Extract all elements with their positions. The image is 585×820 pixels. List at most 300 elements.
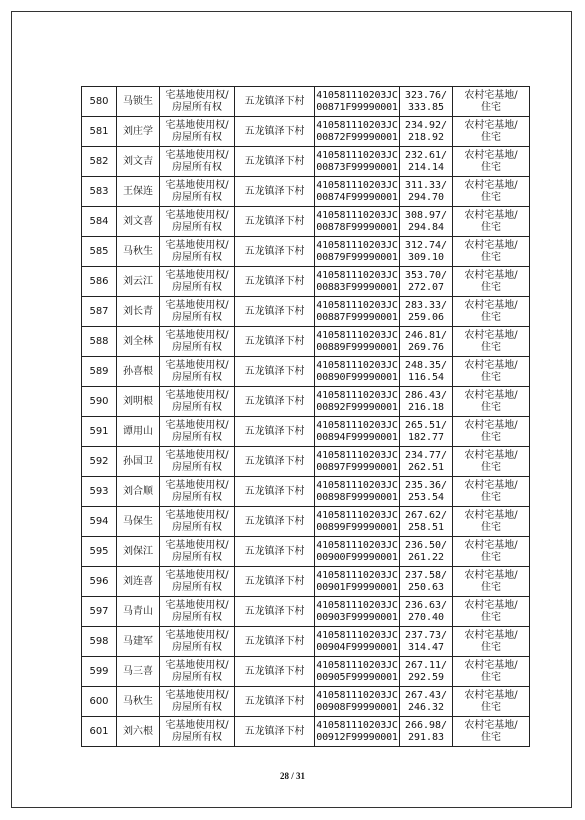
- table-row: [82, 207, 530, 237]
- land-use-cell-line: 农村宅基地/: [464, 479, 518, 491]
- unit-code-cell: [315, 717, 400, 747]
- area-cell: [400, 627, 453, 657]
- page-number: 28 / 31: [279, 771, 305, 781]
- location-cell: 五龙镇泽下村: [235, 717, 315, 747]
- land-use-cell-line: 农村宅基地/: [464, 179, 518, 191]
- unit-code-cell: [315, 417, 400, 447]
- unit-code-cell: [315, 237, 400, 267]
- right-type-cell-line: 房屋所有权: [172, 611, 222, 623]
- land-use-cell-line: 住宅: [481, 701, 501, 713]
- land-use-cell: [453, 387, 530, 417]
- unit-code-cell: [315, 177, 400, 207]
- area-cell-line: 294.84: [407, 221, 445, 233]
- location-cell: 五龙镇泽下村: [235, 177, 315, 207]
- land-use-cell-line: 农村宅基地/: [464, 599, 518, 611]
- land-use-cell-line: 住宅: [481, 371, 501, 383]
- land-use-cell: [453, 507, 530, 537]
- land-use-cell-line: 农村宅基地/: [464, 629, 518, 641]
- location-cell: 五龙镇泽下村: [235, 627, 315, 657]
- unit-code-cell-line: 00905F99990001: [316, 671, 398, 683]
- land-use-cell: [453, 327, 530, 357]
- right-type-cell-line: 房屋所有权: [172, 401, 222, 413]
- land-use-cell-line: 农村宅基地/: [464, 269, 518, 281]
- owner-name-cell: 刘明根: [117, 387, 160, 417]
- land-use-cell-line: 住宅: [481, 551, 501, 563]
- area-cell-line: 246.32: [407, 701, 445, 713]
- unit-code-cell: [315, 507, 400, 537]
- table-row: [82, 447, 530, 477]
- unit-code-cell-line: 00878F99990001: [316, 221, 398, 233]
- area-cell-line: 308.97/: [404, 209, 448, 221]
- land-use-cell-line: 住宅: [481, 191, 501, 203]
- table-row: [82, 387, 530, 417]
- land-use-cell-line: 农村宅基地/: [464, 239, 518, 251]
- row-number-cell: 584: [82, 207, 117, 237]
- land-use-cell-line: 农村宅基地/: [464, 719, 518, 731]
- unit-code-cell-line: 410581110203JC: [316, 599, 398, 611]
- land-use-cell-line: 住宅: [481, 581, 501, 593]
- right-type-cell: [160, 507, 235, 537]
- right-type-cell-line: 宅基地使用权/: [165, 449, 229, 461]
- table-row: [82, 537, 530, 567]
- area-cell-line: 237.58/: [404, 569, 448, 581]
- right-type-cell: [160, 177, 235, 207]
- right-type-cell-line: 房屋所有权: [172, 701, 222, 713]
- area-cell-line: 250.63: [407, 581, 445, 593]
- owner-name-cell: 马保生: [117, 507, 160, 537]
- unit-code-cell: [315, 267, 400, 297]
- table-row: [82, 567, 530, 597]
- right-type-cell-line: 房屋所有权: [172, 311, 222, 323]
- area-cell-line: 333.85: [407, 101, 445, 113]
- right-type-cell-line: 房屋所有权: [172, 671, 222, 683]
- unit-code-cell-line: 00879F99990001: [316, 251, 398, 263]
- right-type-cell-line: 宅基地使用权/: [165, 359, 229, 371]
- right-type-cell-line: 房屋所有权: [172, 281, 222, 293]
- owner-name-cell: 刘文吉: [117, 147, 160, 177]
- land-use-cell: [453, 477, 530, 507]
- owner-name-cell: 马三喜: [117, 657, 160, 687]
- table-row: [82, 657, 530, 687]
- land-use-cell: [453, 207, 530, 237]
- location-cell: 五龙镇泽下村: [235, 207, 315, 237]
- area-cell: [400, 327, 453, 357]
- land-use-cell-line: 住宅: [481, 461, 501, 473]
- area-cell-line: 234.92/: [404, 119, 448, 131]
- right-type-cell: [160, 357, 235, 387]
- land-use-cell-line: 农村宅基地/: [464, 569, 518, 581]
- right-type-cell-line: 宅基地使用权/: [165, 329, 229, 341]
- land-use-cell: [453, 537, 530, 567]
- location-cell: 五龙镇泽下村: [235, 117, 315, 147]
- location-cell: 五龙镇泽下村: [235, 387, 315, 417]
- unit-code-cell-line: 00889F99990001: [316, 341, 398, 353]
- right-type-cell-line: 宅基地使用权/: [165, 719, 229, 731]
- right-type-cell: [160, 687, 235, 717]
- area-cell-line: 182.77: [407, 431, 445, 443]
- land-use-cell: [453, 87, 530, 117]
- area-cell-line: 232.61/: [404, 149, 448, 161]
- right-type-cell-line: 房屋所有权: [172, 101, 222, 113]
- unit-code-cell-line: 410581110203JC: [316, 329, 398, 341]
- owner-name-cell: 刘云江: [117, 267, 160, 297]
- area-cell-line: 312.74/: [404, 239, 448, 251]
- row-number-cell: 596: [82, 567, 117, 597]
- row-number-cell: 600: [82, 687, 117, 717]
- right-type-cell: [160, 477, 235, 507]
- table-row: [82, 507, 530, 537]
- area-cell-line: 269.76: [407, 341, 445, 353]
- row-number-cell: 595: [82, 537, 117, 567]
- right-type-cell-line: 宅基地使用权/: [165, 659, 229, 671]
- owner-name-cell: 刘长青: [117, 297, 160, 327]
- location-cell: 五龙镇泽下村: [235, 147, 315, 177]
- right-type-cell: [160, 207, 235, 237]
- unit-code-cell-line: 410581110203JC: [316, 539, 398, 551]
- right-type-cell-line: 房屋所有权: [172, 581, 222, 593]
- row-number-cell: 586: [82, 267, 117, 297]
- area-cell-line: 234.77/: [404, 449, 448, 461]
- area-cell-line: 258.51: [407, 521, 445, 533]
- land-use-cell-line: 农村宅基地/: [464, 299, 518, 311]
- unit-code-cell-line: 00899F99990001: [316, 521, 398, 533]
- table-row: [82, 717, 530, 747]
- area-cell: [400, 387, 453, 417]
- land-use-cell-line: 住宅: [481, 131, 501, 143]
- land-use-cell: [453, 147, 530, 177]
- area-cell-line: 235.36/: [404, 479, 448, 491]
- right-type-cell: [160, 537, 235, 567]
- land-use-cell: [453, 117, 530, 147]
- right-type-cell-line: 宅基地使用权/: [165, 299, 229, 311]
- area-cell-line: 237.73/: [404, 629, 448, 641]
- right-type-cell: [160, 597, 235, 627]
- owner-name-cell: 刘保江: [117, 537, 160, 567]
- land-use-cell: [453, 237, 530, 267]
- right-type-cell-line: 宅基地使用权/: [165, 119, 229, 131]
- location-cell: 五龙镇泽下村: [235, 597, 315, 627]
- right-type-cell-line: 房屋所有权: [172, 131, 222, 143]
- right-type-cell-line: 房屋所有权: [172, 551, 222, 563]
- right-type-cell-line: 房屋所有权: [172, 731, 222, 743]
- unit-code-cell: [315, 387, 400, 417]
- land-use-cell-line: 住宅: [481, 341, 501, 353]
- location-cell: 五龙镇泽下村: [235, 477, 315, 507]
- land-use-cell-line: 农村宅基地/: [464, 419, 518, 431]
- row-number-cell: 597: [82, 597, 117, 627]
- table-row: [82, 597, 530, 627]
- right-type-cell-line: 房屋所有权: [172, 191, 222, 203]
- unit-code-cell-line: 00871F99990001: [316, 101, 398, 113]
- location-cell: 五龙镇泽下村: [235, 237, 315, 267]
- unit-code-cell: [315, 147, 400, 177]
- right-type-cell-line: 房屋所有权: [172, 641, 222, 653]
- location-cell: 五龙镇泽下村: [235, 567, 315, 597]
- unit-code-cell-line: 410581110203JC: [316, 119, 398, 131]
- unit-code-cell-line: 00890F99990001: [316, 371, 398, 383]
- unit-code-cell-line: 00908F99990001: [316, 701, 398, 713]
- area-cell-line: 311.33/: [404, 179, 448, 191]
- unit-code-cell-line: 410581110203JC: [316, 269, 398, 281]
- land-use-cell: [453, 717, 530, 747]
- unit-code-cell-line: 410581110203JC: [316, 89, 398, 101]
- location-cell: 五龙镇泽下村: [235, 537, 315, 567]
- right-type-cell-line: 房屋所有权: [172, 431, 222, 443]
- row-number-cell: 585: [82, 237, 117, 267]
- unit-code-cell-line: 00898F99990001: [316, 491, 398, 503]
- location-cell: 五龙镇泽下村: [235, 417, 315, 447]
- area-cell-line: 265.51/: [404, 419, 448, 431]
- row-number-cell: 594: [82, 507, 117, 537]
- unit-code-cell-line: 410581110203JC: [316, 389, 398, 401]
- table-row: [82, 327, 530, 357]
- land-use-cell-line: 住宅: [481, 731, 501, 743]
- land-use-cell-line: 农村宅基地/: [464, 449, 518, 461]
- land-use-cell-line: 住宅: [481, 161, 501, 173]
- table-row: [82, 477, 530, 507]
- unit-code-cell-line: 00912F99990001: [316, 731, 398, 743]
- unit-code-cell: [315, 477, 400, 507]
- unit-code-cell: [315, 117, 400, 147]
- owner-name-cell: 谭用山: [117, 417, 160, 447]
- unit-code-cell: [315, 357, 400, 387]
- right-type-cell: [160, 657, 235, 687]
- unit-code-cell: [315, 687, 400, 717]
- location-cell: 五龙镇泽下村: [235, 327, 315, 357]
- area-cell: [400, 447, 453, 477]
- unit-code-cell: [315, 447, 400, 477]
- row-number-cell: 598: [82, 627, 117, 657]
- table-row: [82, 147, 530, 177]
- land-use-cell: [453, 417, 530, 447]
- area-cell: [400, 537, 453, 567]
- right-type-cell-line: 宅基地使用权/: [165, 599, 229, 611]
- land-use-cell-line: 住宅: [481, 221, 501, 233]
- land-use-cell-line: 农村宅基地/: [464, 149, 518, 161]
- area-cell: [400, 657, 453, 687]
- area-cell-line: 116.54: [407, 371, 445, 383]
- row-number-cell: 583: [82, 177, 117, 207]
- unit-code-cell-line: 00897F99990001: [316, 461, 398, 473]
- unit-code-cell-line: 410581110203JC: [316, 359, 398, 371]
- right-type-cell: [160, 447, 235, 477]
- area-cell-line: 267.62/: [404, 509, 448, 521]
- area-cell-line: 266.98/: [404, 719, 448, 731]
- unit-code-cell-line: 00894F99990001: [316, 431, 398, 443]
- area-cell-line: 253.54: [407, 491, 445, 503]
- land-use-cell: [453, 657, 530, 687]
- right-type-cell-line: 宅基地使用权/: [165, 509, 229, 521]
- unit-code-cell: [315, 567, 400, 597]
- unit-code-cell: [315, 597, 400, 627]
- area-cell-line: 272.07: [407, 281, 445, 293]
- area-cell: [400, 567, 453, 597]
- right-type-cell-line: 宅基地使用权/: [165, 269, 229, 281]
- land-use-cell-line: 农村宅基地/: [464, 119, 518, 131]
- area-cell: [400, 357, 453, 387]
- location-cell: 五龙镇泽下村: [235, 267, 315, 297]
- right-type-cell-line: 宅基地使用权/: [165, 689, 229, 701]
- owner-name-cell: 刘庄学: [117, 117, 160, 147]
- land-use-cell-line: 住宅: [481, 101, 501, 113]
- right-type-cell: [160, 87, 235, 117]
- owner-name-cell: 马青山: [117, 597, 160, 627]
- records-table: [81, 86, 530, 747]
- row-number-cell: 589: [82, 357, 117, 387]
- land-use-cell-line: 住宅: [481, 521, 501, 533]
- unit-code-cell-line: 00900F99990001: [316, 551, 398, 563]
- unit-code-cell-line: 410581110203JC: [316, 719, 398, 731]
- unit-code-cell: [315, 327, 400, 357]
- unit-code-cell-line: 410581110203JC: [316, 179, 398, 191]
- right-type-cell: [160, 417, 235, 447]
- land-use-cell-line: 住宅: [481, 671, 501, 683]
- area-cell: [400, 717, 453, 747]
- area-cell-line: 262.51: [407, 461, 445, 473]
- right-type-cell-line: 宅基地使用权/: [165, 239, 229, 251]
- area-cell: [400, 417, 453, 447]
- land-use-cell-line: 农村宅基地/: [464, 539, 518, 551]
- right-type-cell-line: 房屋所有权: [172, 161, 222, 173]
- row-number-cell: 588: [82, 327, 117, 357]
- row-number-cell: 587: [82, 297, 117, 327]
- location-cell: 五龙镇泽下村: [235, 87, 315, 117]
- unit-code-cell-line: 410581110203JC: [316, 299, 398, 311]
- land-use-cell: [453, 597, 530, 627]
- table-row: [82, 87, 530, 117]
- row-number-cell: 581: [82, 117, 117, 147]
- land-use-cell: [453, 567, 530, 597]
- owner-name-cell: 马锁生: [117, 87, 160, 117]
- unit-code-cell-line: 410581110203JC: [316, 569, 398, 581]
- unit-code-cell-line: 410581110203JC: [316, 449, 398, 461]
- area-cell-line: 291.83: [407, 731, 445, 743]
- land-use-cell: [453, 627, 530, 657]
- row-number-cell: 590: [82, 387, 117, 417]
- area-cell-line: 314.47: [407, 641, 445, 653]
- area-cell-line: 218.92: [407, 131, 445, 143]
- land-use-cell-line: 农村宅基地/: [464, 209, 518, 221]
- right-type-cell-line: 宅基地使用权/: [165, 149, 229, 161]
- right-type-cell: [160, 237, 235, 267]
- right-type-cell-line: 宅基地使用权/: [165, 89, 229, 101]
- unit-code-cell-line: 410581110203JC: [316, 629, 398, 641]
- land-use-cell-line: 农村宅基地/: [464, 389, 518, 401]
- land-use-cell-line: 农村宅基地/: [464, 689, 518, 701]
- table-row: [82, 177, 530, 207]
- area-cell-line: 267.11/: [404, 659, 448, 671]
- table-row: [82, 297, 530, 327]
- location-cell: 五龙镇泽下村: [235, 447, 315, 477]
- area-cell-line: 292.59: [407, 671, 445, 683]
- area-cell-line: 246.81/: [404, 329, 448, 341]
- land-use-cell-line: 农村宅基地/: [464, 89, 518, 101]
- location-cell: 五龙镇泽下村: [235, 507, 315, 537]
- right-type-cell: [160, 147, 235, 177]
- area-cell: [400, 687, 453, 717]
- unit-code-cell-line: 00901F99990001: [316, 581, 398, 593]
- unit-code-cell: [315, 627, 400, 657]
- location-cell: 五龙镇泽下村: [235, 687, 315, 717]
- right-type-cell: [160, 117, 235, 147]
- owner-name-cell: 王保连: [117, 177, 160, 207]
- land-use-cell-line: 住宅: [481, 281, 501, 293]
- unit-code-cell-line: 410581110203JC: [316, 659, 398, 671]
- area-cell: [400, 207, 453, 237]
- land-use-cell: [453, 357, 530, 387]
- land-use-cell-line: 农村宅基地/: [464, 329, 518, 341]
- unit-code-cell-line: 410581110203JC: [316, 149, 398, 161]
- right-type-cell-line: 房屋所有权: [172, 371, 222, 383]
- area-cell-line: 267.43/: [404, 689, 448, 701]
- unit-code-cell-line: 00883F99990001: [316, 281, 398, 293]
- unit-code-cell: [315, 87, 400, 117]
- area-cell: [400, 117, 453, 147]
- area-cell: [400, 237, 453, 267]
- location-cell: 五龙镇泽下村: [235, 357, 315, 387]
- location-cell: 五龙镇泽下村: [235, 657, 315, 687]
- right-type-cell-line: 宅基地使用权/: [165, 209, 229, 221]
- right-type-cell-line: 宅基地使用权/: [165, 479, 229, 491]
- owner-name-cell: 刘文喜: [117, 207, 160, 237]
- land-use-cell: [453, 447, 530, 477]
- area-cell: [400, 297, 453, 327]
- unit-code-cell-line: 00887F99990001: [316, 311, 398, 323]
- owner-name-cell: 刘连喜: [117, 567, 160, 597]
- land-use-cell-line: 住宅: [481, 431, 501, 443]
- location-cell: 五龙镇泽下村: [235, 297, 315, 327]
- area-cell-line: 286.43/: [404, 389, 448, 401]
- table-row: [82, 687, 530, 717]
- area-cell: [400, 147, 453, 177]
- land-use-cell-line: 住宅: [481, 401, 501, 413]
- right-type-cell-line: 宅基地使用权/: [165, 389, 229, 401]
- right-type-cell: [160, 567, 235, 597]
- right-type-cell-line: 房屋所有权: [172, 341, 222, 353]
- right-type-cell-line: 宅基地使用权/: [165, 569, 229, 581]
- area-cell-line: 309.10: [407, 251, 445, 263]
- owner-name-cell: 马建军: [117, 627, 160, 657]
- right-type-cell-line: 宅基地使用权/: [165, 179, 229, 191]
- owner-name-cell: 刘合顺: [117, 477, 160, 507]
- right-type-cell-line: 房屋所有权: [172, 491, 222, 503]
- row-number-cell: 582: [82, 147, 117, 177]
- unit-code-cell-line: 410581110203JC: [316, 479, 398, 491]
- land-use-cell-line: 住宅: [481, 311, 501, 323]
- table-row: [82, 357, 530, 387]
- right-type-cell-line: 房屋所有权: [172, 221, 222, 233]
- row-number-cell: 592: [82, 447, 117, 477]
- right-type-cell: [160, 327, 235, 357]
- right-type-cell: [160, 627, 235, 657]
- unit-code-cell: [315, 207, 400, 237]
- land-use-cell-line: 住宅: [481, 251, 501, 263]
- right-type-cell: [160, 297, 235, 327]
- records-table-body: [82, 87, 530, 747]
- row-number-cell: 601: [82, 717, 117, 747]
- land-use-cell: [453, 297, 530, 327]
- unit-code-cell-line: 00874F99990001: [316, 191, 398, 203]
- area-cell-line: 283.33/: [404, 299, 448, 311]
- row-number-cell: 580: [82, 87, 117, 117]
- unit-code-cell: [315, 297, 400, 327]
- land-use-cell: [453, 177, 530, 207]
- area-cell-line: 214.14: [407, 161, 445, 173]
- area-cell-line: 236.63/: [404, 599, 448, 611]
- right-type-cell-line: 宅基地使用权/: [165, 419, 229, 431]
- unit-code-cell-line: 410581110203JC: [316, 239, 398, 251]
- row-number-cell: 591: [82, 417, 117, 447]
